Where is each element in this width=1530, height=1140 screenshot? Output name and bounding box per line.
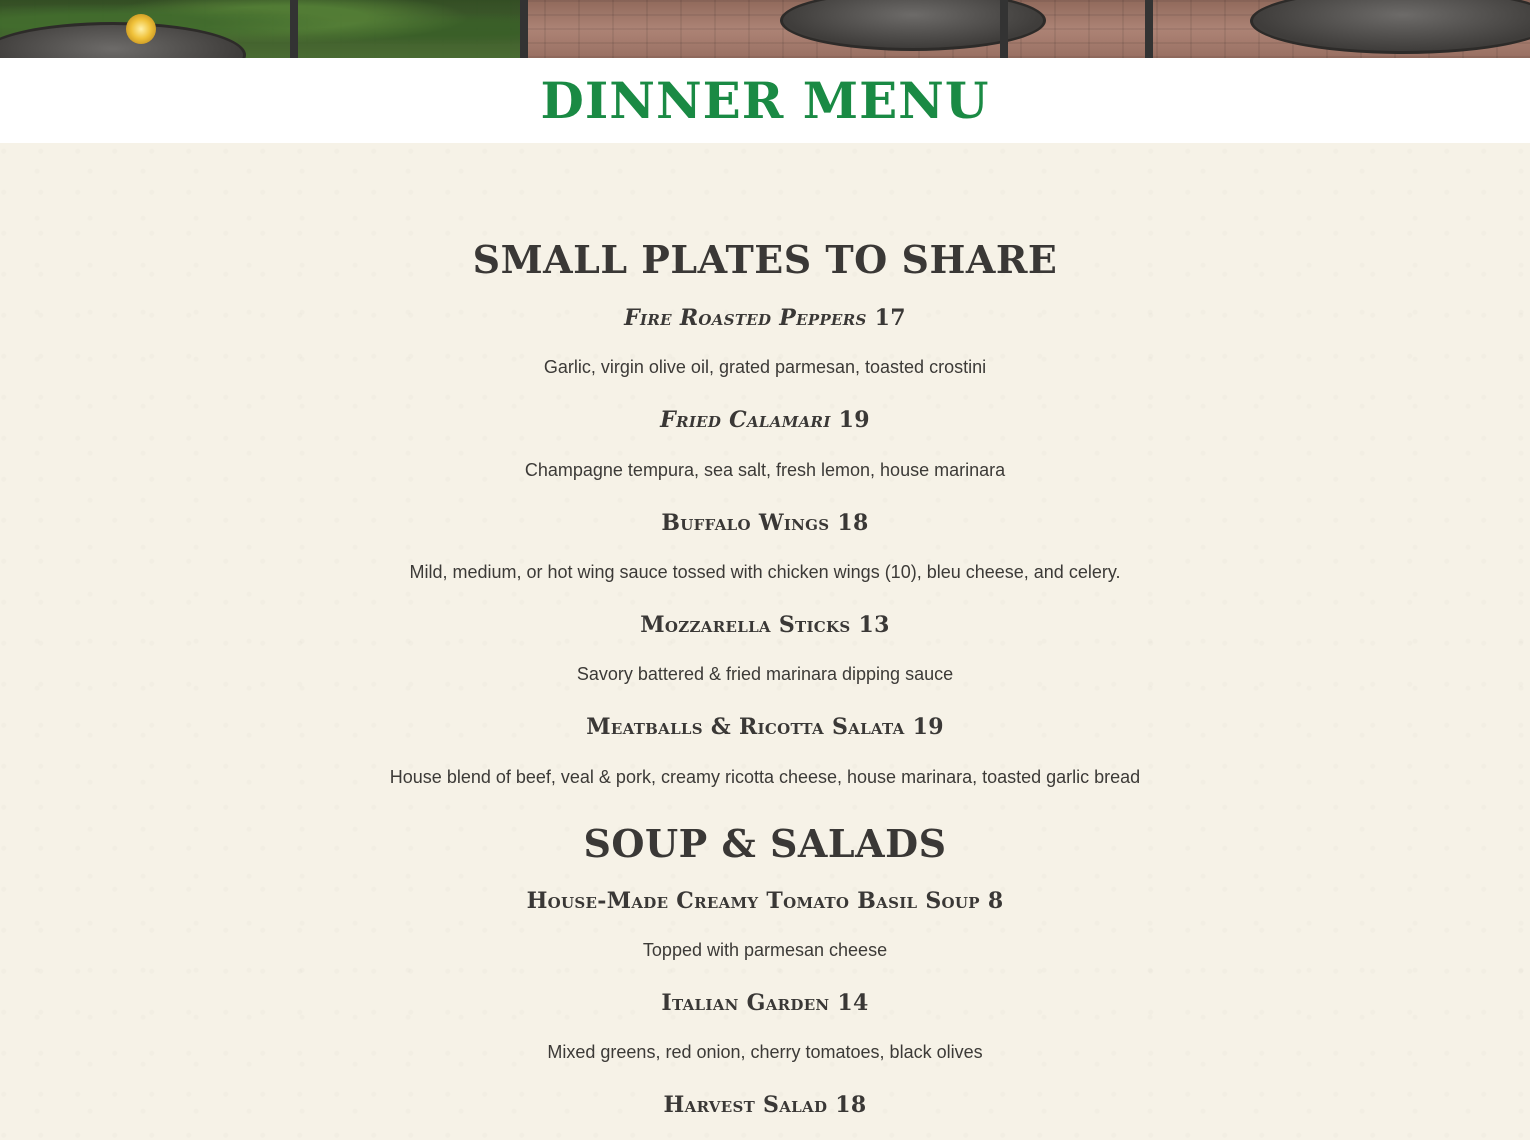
menu-item-name: Italian Garden 14: [661, 990, 869, 1016]
section-title: SMALL PLATES TO SHARE: [472, 237, 1058, 282]
menu-item-name: Meatballs & Ricotta Salata 19: [586, 714, 944, 740]
chair-leg: [290, 0, 298, 58]
menu-item-description: Mixed greens, red onion, cherry tomatoes, black olives: [547, 1042, 983, 1062]
page-title: DINNER MENU: [540, 71, 990, 130]
menu-item-name: Harvest Salad 18: [663, 1092, 867, 1118]
menu-item-name: Fire Roasted Peppers 17: [624, 305, 906, 331]
candle-icon: [126, 14, 156, 44]
chair-leg: [1145, 0, 1153, 58]
menu-item-name: Fried Calamari 19: [660, 407, 870, 433]
menu-item-description: Topped with parmesan cheese: [642, 940, 888, 960]
section-title: SOUP & SALADS: [583, 821, 947, 866]
menu-item-name: Mozzarella Sticks 13: [640, 612, 890, 638]
menu-item-description: Champagne tempura, sea salt, fresh lemon, house marinara: [524, 460, 1006, 480]
title-band: [0, 58, 1530, 143]
menu-item-description: House blend of beef, veal & pork, creamy ricotta cheese, house marinara, toasted garlic bread: [389, 767, 1141, 787]
menu-item-description: Savory battered & fried marinara dipping sauce: [576, 664, 954, 684]
chair-leg: [520, 0, 528, 58]
hero-photo: [0, 0, 1530, 58]
menu-item-description: Mild, medium, or hot wing sauce tossed with chicken wings (10), bleu cheese, and celery.: [409, 562, 1121, 582]
menu-item-name: House-Made Creamy Tomato Basil Soup 8: [526, 888, 1004, 914]
menu-item-description: Garlic, virgin olive oil, grated parmesan, toasted crostini: [543, 357, 987, 377]
chair-leg: [1000, 0, 1008, 58]
menu-item-name: Buffalo Wings 18: [661, 510, 869, 536]
menu-content: [0, 143, 1530, 1140]
